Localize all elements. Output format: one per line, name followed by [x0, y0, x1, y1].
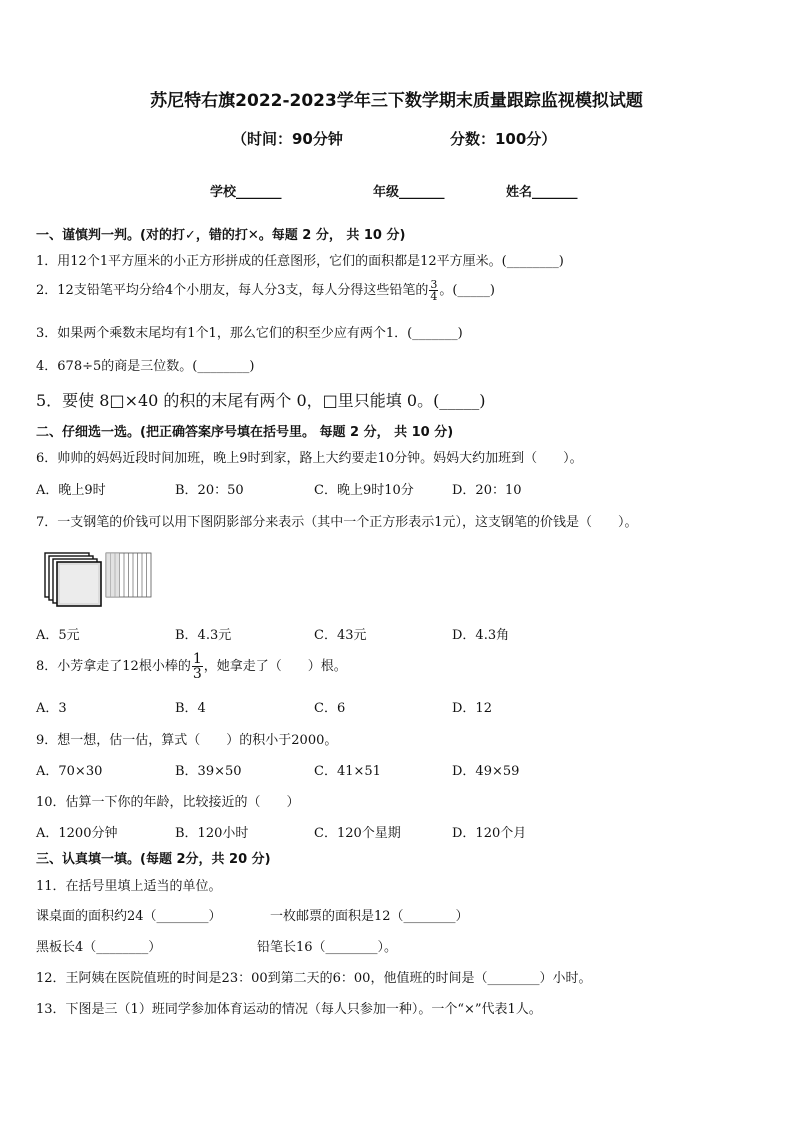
question-2-blank: 。(_____)	[439, 283, 496, 298]
question-11-a: 课桌面的面积约24（________）	[36, 909, 222, 924]
q9-option-c: C．41×51	[314, 764, 381, 779]
money-squares-figure	[44, 549, 156, 609]
q10-option-c: C．120个星期	[314, 826, 401, 841]
q6-option-d: D．20：10	[452, 483, 522, 498]
question-11-b: 一枚邮票的面积是12（________）	[270, 909, 469, 924]
exam-time: （时间：90分钟	[232, 130, 343, 148]
question-8-text: 8．小芳拿走了12根小棒的	[36, 659, 191, 674]
question-8-blank: ，她拿走了（ ）根。	[203, 659, 347, 674]
exam-score: 分数：100分）	[450, 130, 557, 148]
q10-option-a: A．1200分钟	[36, 826, 118, 841]
question-3: 3．如果两个乘数末尾均有1个1，那么它们的积至少应有两个1．(_______)	[36, 326, 463, 341]
q10-option-d: D．120个月	[452, 826, 527, 841]
q6-option-c: C．晚上9时10分	[314, 483, 414, 498]
q7-option-d: D．4.3角	[452, 628, 510, 643]
q7-option-a: A．5元	[36, 628, 80, 643]
question-12: 12．王阿姨在医院值班的时间是23：00到第二天的6：00，他值班的时间是（________）小时。	[36, 971, 592, 986]
q6-option-a: A．晚上9时	[36, 483, 106, 498]
question-11: 11．在括号里填上适当的单位。	[36, 879, 222, 894]
q8-option-c: C．6	[314, 701, 346, 716]
q7-option-b: B．4.3元	[175, 628, 232, 643]
q10-option-b: B．120小时	[175, 826, 249, 841]
q8-option-a: A．3	[36, 701, 67, 716]
section-2-heading: 二、仔细选一选。(把正确答案序号填在括号里。 每题 2 分， 共 10 分)	[36, 425, 454, 440]
question-13: 13．下图是三（1）班同学参加体育运动的情况（每人只参加一种）。一个“×”代表1人。	[36, 1002, 542, 1017]
grade-field: 年级_______	[373, 185, 445, 200]
question-8	[36, 652, 347, 681]
question-2	[36, 279, 495, 302]
q8-option-b: B．4	[175, 701, 206, 716]
question-1: 1．用12个1平方厘米的小正方形拼成的任意图形，它们的面积都是12平方厘米。(________)	[36, 254, 564, 269]
q7-option-c: C．43元	[314, 628, 367, 643]
exam-title: 苏尼特右旗2022-2023学年三下数学期末质量跟踪监视模拟试题	[150, 91, 643, 111]
name-field: 姓名_______	[506, 185, 578, 200]
section-1-heading: 一、谨慎判一判。(对的打✓，错的打✕。每题 2 分， 共 10 分)	[36, 228, 406, 243]
question-6: 6．帅帅的妈妈近段时间加班，晚上9时到家，路上大约要走10分钟。妈妈大约加班到（ ）。	[36, 451, 583, 466]
question-9: 9．想一想，估一估，算式（ ）的积小于2000。	[36, 733, 338, 748]
q8-option-d: D．12	[452, 701, 492, 716]
question-2-text: 2．12支铅笔平均分给4个小朋友，每人分3支，每人分得这些铅笔的	[36, 283, 429, 298]
school-field: 学校_______	[210, 185, 282, 200]
q9-option-a: A．70×30	[36, 764, 103, 779]
q6-option-b: B．20：50	[175, 483, 244, 498]
question-7: 7．一支钢笔的价钱可以用下图阴影部分来表示（其中一个正方形表示1元），这支钢笔的价钱是（ ）。	[36, 515, 638, 530]
section-3-heading: 三、认真填一填。(每题 2分，共 20 分)	[36, 852, 271, 867]
fraction-3-4: $\frac{3}{4}$	[430, 278, 438, 303]
q9-option-b: B．39×50	[175, 764, 242, 779]
question-11-d: 铅笔长16（________）。	[257, 940, 398, 955]
q9-option-d: D．49×59	[452, 764, 520, 779]
question-11-c: 黑板长4（________）	[36, 940, 162, 955]
question-4: 4．678÷5的商是三位数。(________)	[36, 359, 255, 374]
question-5: 5．要使 8□×40 的积的末尾有两个 0，□里只能填 0。(_____)	[36, 391, 486, 410]
question-10: 10．估算一下你的年龄，比较接近的（ ）	[36, 795, 300, 810]
fraction-1-3: $\frac{1}{3}$	[192, 651, 202, 682]
